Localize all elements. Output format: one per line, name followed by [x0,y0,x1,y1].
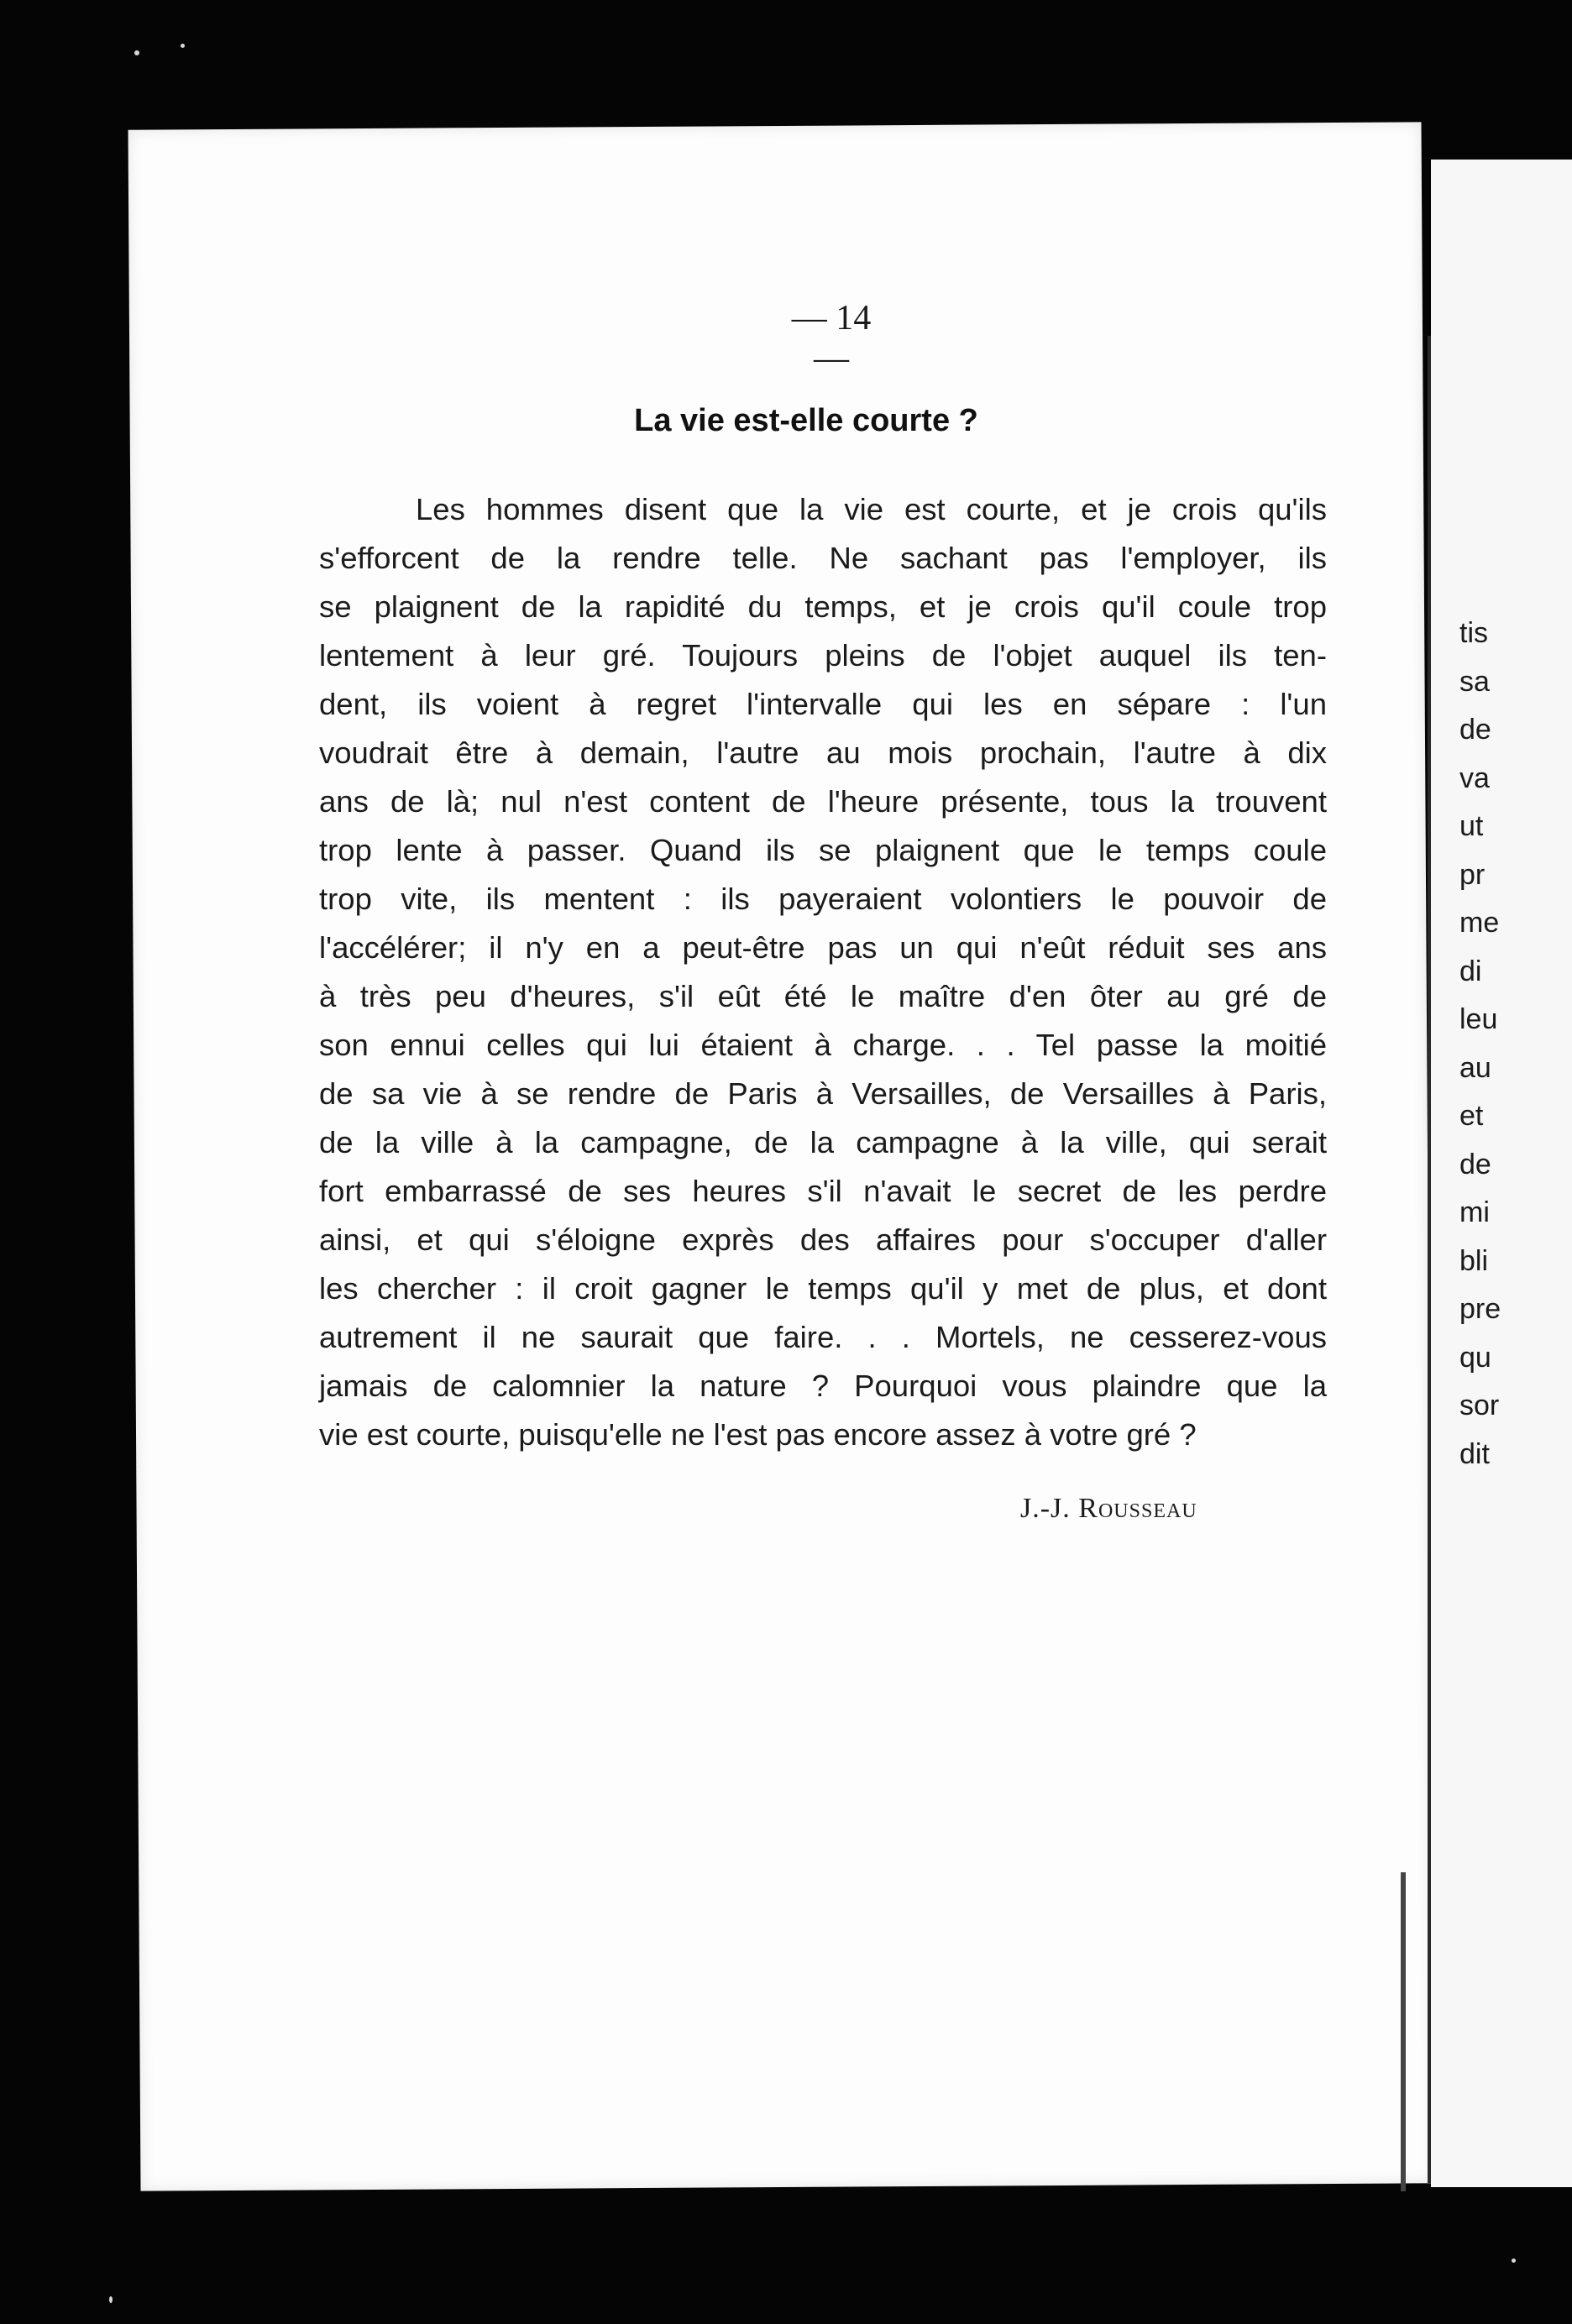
paragraph-line: les chercher : il croit gagner le temps qu'il y met de plus, et dont [319,1271,1327,1306]
paragraph-line: dent, ils voient à regret l'intervalle qui les en sépare : l'un [319,687,1327,721]
paragraph-line: vie est courte, puisqu'elle ne l'est pas encore assez à votre gré ? [319,1417,1197,1452]
facing-page-fragment: pre [1459,1293,1501,1325]
paragraph-line: de sa vie à se rendre de Paris à Versailles, de Versailles à Paris, [319,1076,1327,1111]
paragraph-line: ainsi, et qui s'éloigne exprès des affaires pour s'occuper d'aller [319,1222,1327,1257]
facing-page-fragment: sor [1459,1390,1500,1421]
facing-page-fragment: tis [1459,617,1488,649]
paragraph-line: se plaignent de la rapidité du temps, et je crois qu'il coule trop [319,589,1327,624]
paragraph-line: trop lente à passer. Quand ils se plaignent que le temps coule [319,833,1327,867]
facing-page-fragment: di [1459,955,1482,987]
facing-page-fragment: au [1459,1051,1491,1084]
paragraph-line: à très peu d'heures, s'il eût été le maître d'en ôter au gré de [319,979,1327,1013]
paragraph-line: son ennui celles qui lui étaient à charge. . . Tel passe la moitié [319,1028,1327,1062]
paragraph-line: autrement il ne saurait que faire. . . Mortels, ne cesserez-vous [319,1320,1327,1354]
scan-speck [1512,2259,1516,2263]
paragraph-line: fort embarrassé de ses heures s'il n'avait le secret de les perdre [319,1174,1327,1208]
facing-page-fragment: de [1459,1148,1491,1180]
facing-page-fragment: pr [1459,858,1486,891]
paragraph-line: l'accélérer; il n'y en a peut-être pas un qui n'eût réduit ses ans [319,930,1327,965]
paragraph-line: jamais de calomnier la nature ? Pourquoi vous plaindre que la [319,1369,1327,1403]
facing-page-fragment: bli [1459,1244,1489,1277]
paragraph-line: Les hommes disent que la vie est courte, et je crois qu'ils [416,492,1327,526]
author-initials: J.-J. [1020,1493,1071,1524]
page-gutter-shadow [1401,1872,1406,2191]
facing-page-fragment: qu [1459,1341,1491,1374]
facing-page-fragment: va [1459,762,1490,794]
scan-speck [109,2296,113,2303]
page-title: La vie est-elle courte ? [634,403,978,438]
paragraph-line: lentement à leur gré. Toujours pleins de l'objet auquel ils ten- [319,638,1327,673]
paragraph-line: de la ville à la campagne, de la campagne à la ville, qui serait [319,1125,1327,1159]
page-number: — 14 — [791,299,872,378]
facing-page-fragment: ut [1459,810,1484,842]
paragraph-line: ans de là; nul n'est content de l'heure présente, tous la trouvent [319,784,1327,819]
paragraph-line: voudrait être à demain, l'autre au mois prochain, l'autre à dix [319,735,1327,770]
facing-page-fragment: sa [1459,665,1490,698]
facing-page [1431,160,1572,2187]
facing-page-fragment: leu [1459,1003,1498,1035]
facing-page-fragment: me [1459,907,1500,939]
facing-page-fragment: de [1459,714,1491,746]
paragraph-line: trop vite, ils mentent : ils payeraient volontiers le pouvoir de [319,882,1327,916]
facing-page-fragment: mi [1459,1196,1490,1228]
author-surname: Rousseau [1078,1493,1197,1524]
facing-page-fragment: et [1459,1100,1484,1132]
scan-speck [134,50,139,55]
scan-speck [181,44,185,48]
author-signature [1020,1493,1197,1525]
paragraph-line: s'efforcent de la rendre telle. Ne sachant pas l'employer, ils [319,541,1327,575]
facing-page-fragment: dit [1459,1437,1490,1470]
